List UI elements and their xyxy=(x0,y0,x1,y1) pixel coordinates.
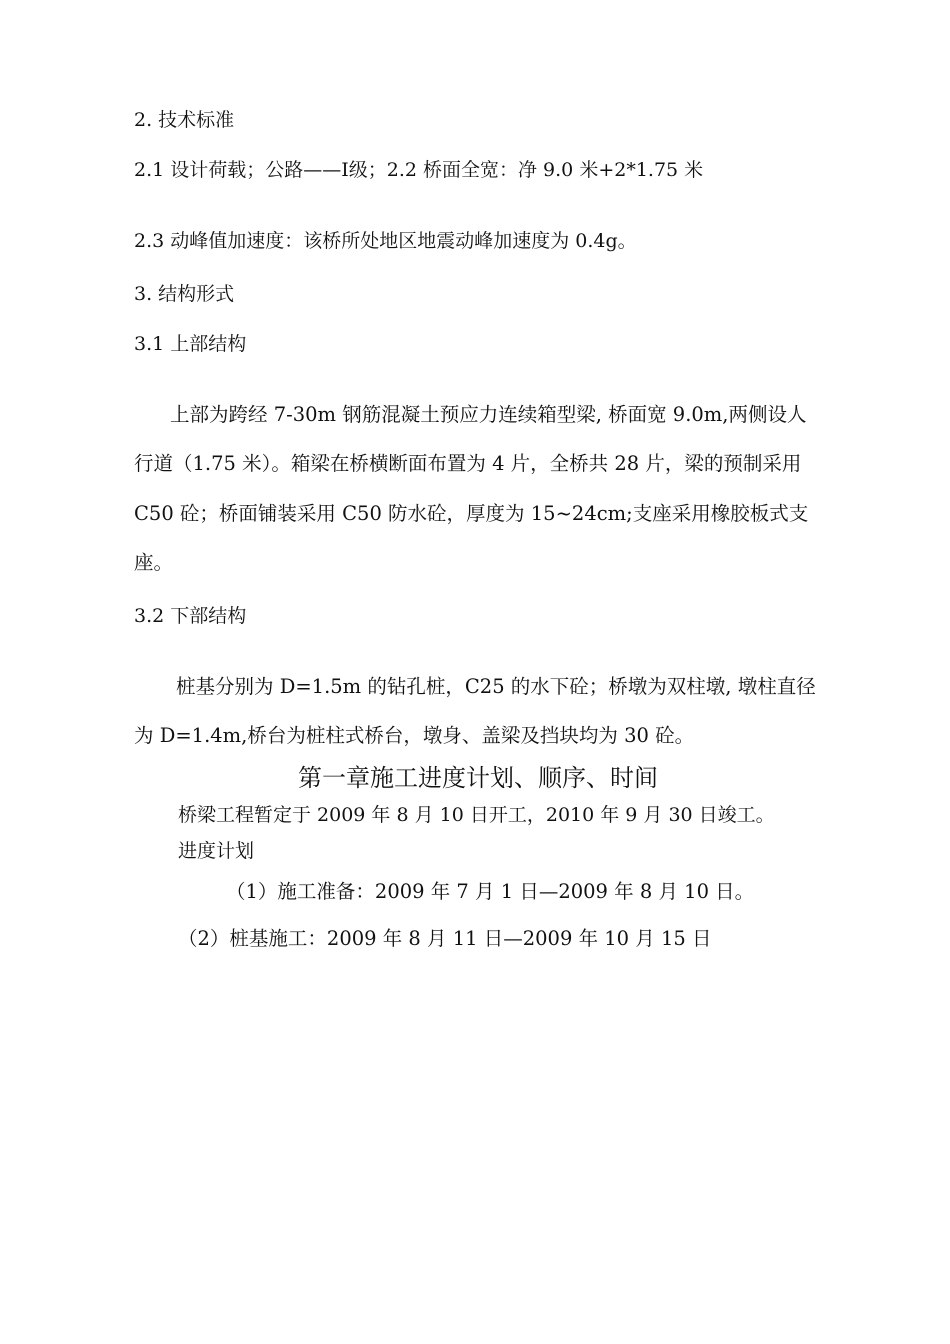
seismic-acceleration-line: 2.3 动峰值加速度：该桥所处地区地震动峰加速度为 0.4g。 xyxy=(134,230,637,252)
schedule-plan-label: 进度计划 xyxy=(178,840,255,862)
chapter-1-title: 第一章施工进度计划、顺序、时间 xyxy=(298,764,658,792)
superstructure-paragraph-line-3: C50 砼；桥面铺装采用 C50 防水砼，厚度为 15~24cm;支座采用橡胶板式支 xyxy=(134,502,809,525)
section-3-title: 3. 结构形式 xyxy=(134,283,235,305)
schedule-item-1: （1）施工准备：2009 年 7 月 1 日—2009 年 8 月 10 日。 xyxy=(226,880,755,903)
schedule-item-2: （2）桩基施工：2009 年 8 月 11 日—2009 年 10 月 15 日 xyxy=(178,927,712,950)
section-2-title: 2. 技术标准 xyxy=(134,109,235,131)
superstructure-title: 3.1 上部结构 xyxy=(134,333,247,355)
superstructure-paragraph-line-4: 座。 xyxy=(134,551,174,574)
substructure-paragraph-line-2: 为 D=1.4m,桥台为桩柱式桥台，墩身、盖梁及挡块均为 30 砼。 xyxy=(134,724,695,747)
design-load-line: 2.1 设计荷载；公路——Ⅰ级；2.2 桥面全宽：净 9.0 米+2*1.75 米 xyxy=(134,159,704,181)
superstructure-paragraph-line-2: 行道（1.75 米）。箱梁在桥横断面布置为 4 片，全桥共 28 片，梁的预制采用 xyxy=(134,452,802,475)
substructure-title: 3.2 下部结构 xyxy=(134,605,247,627)
substructure-paragraph-line-1: 桩基分别为 D=1.5m 的钻孔桩，C25 的水下砼；桥墩为双柱墩, 墩柱直径 xyxy=(176,675,816,698)
superstructure-paragraph-line-1: 上部为跨经 7-30m 钢筋混凝土预应力连续箱型梁, 桥面宽 9.0m,两侧设人 xyxy=(170,403,807,426)
schedule-intro: 桥梁工程暂定于 2009 年 8 月 10 日开工，2010 年 9 月 30 日竣工。 xyxy=(178,804,775,826)
